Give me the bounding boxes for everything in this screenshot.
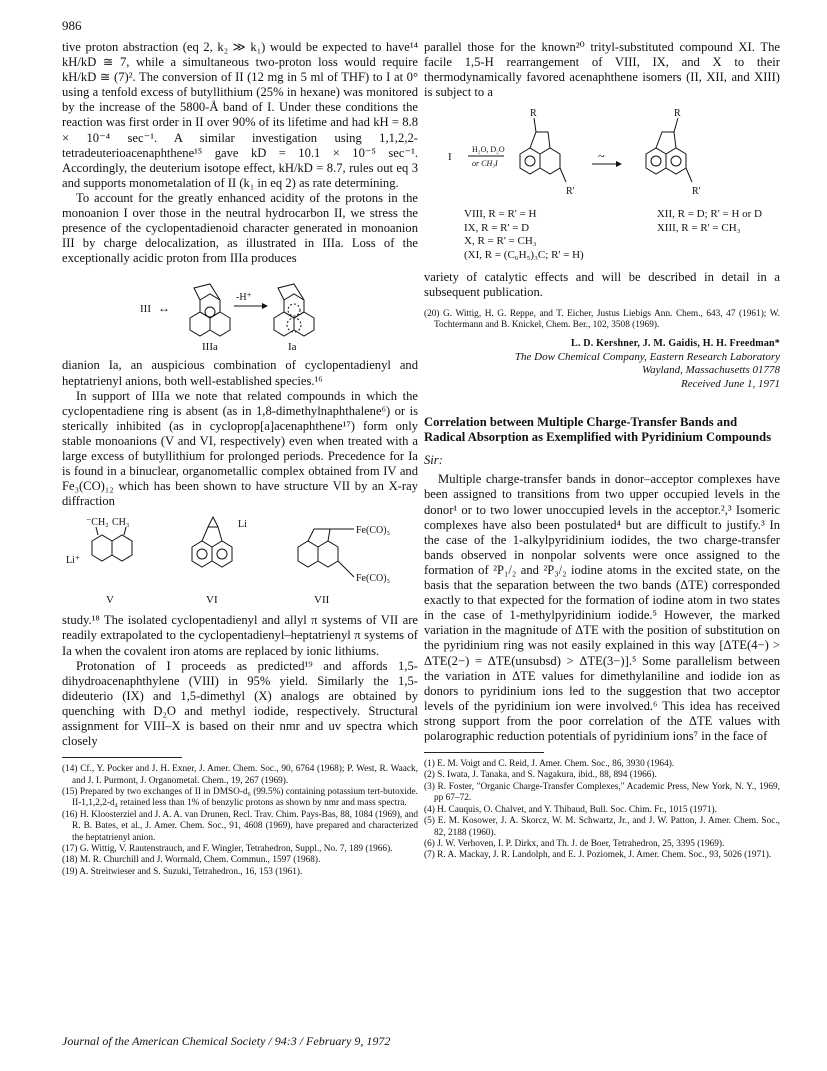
svg-text:↔: ↔ xyxy=(158,301,170,316)
footnote: (16) H. Kloosterziel and J. A. A. van Drunen, Recl. Trav. Chim. Pays-Bas, 88, 1084 (1969), and R. B. Bates, et al., J. Amer. Chem. Soc., 91, 4608 (1969), have prepared and characterized the heptatrienyl anion. xyxy=(62,809,418,843)
right-paragraph-2: variety of catalytic effects and will be described in detail in a subsequent publication. xyxy=(424,270,780,300)
scheme-iiia-ia xyxy=(62,270,418,354)
left-paragraph-3: dianion Ia, an auspicious combination of cyclopentadienyl and heptatrienyl anions, both well-established species.¹⁶ xyxy=(62,358,418,388)
label-ch3: CH₃ xyxy=(112,517,130,529)
label-li: Li xyxy=(238,519,247,531)
journal-footer: Journal of the American Chemical Society / 94:3 / February 9, 1972 xyxy=(62,1034,391,1048)
label-r-left: R xyxy=(530,108,537,120)
label-rprime-right: R' xyxy=(692,186,701,198)
structure-xii xyxy=(646,118,692,182)
left-paragraph-4: In support of IIIa we note that related compounds in which the cyclopentadiene ring is absent (as in 1,8-dimethylnaphthalene⁶) or is sterically inhibited (as in cycloprop[a]acenaphthene¹⁷) form only stable monoanions (V and VI, respectively) even when treated with a large excess of butyllithium for prolonged periods. Precedence for Ia is found in a binuclear, organometallic complex obtained from IV and Fe₃(CO)₁₂ which has been shown to have structure VII by an X-ray diffraction xyxy=(62,388,418,509)
footnote: (2) S. Iwata, J. Tanaka, and S. Nagakura, ibid., 88, 894 (1966). xyxy=(424,770,657,781)
label-fe-co-2: Fe(CO)₃ xyxy=(356,573,391,585)
footnote: (14) Cf., Y. Pocker and J. H. Exner, J. Amer. Chem. Soc., 90, 6764 (1968); P. West, R. Waack, and J. I. Purmont, J. Organometal. Chem., 19, 267 (1969). xyxy=(62,764,418,786)
label-li-plus: Li⁺ xyxy=(66,555,81,567)
structure-iiia xyxy=(190,284,230,336)
label-ch2: ⁻CH₂ xyxy=(86,517,109,529)
label-vii: VII xyxy=(314,594,330,607)
right-footnote-20 xyxy=(424,309,780,332)
scheme-label-iiia: IIIa xyxy=(202,341,218,354)
article-title: Correlation between Multiple Charge-Transfer Bands and Radical Absorption as Exemplified with Pyridinium Compounds xyxy=(424,415,772,445)
label-rprime-left: R' xyxy=(566,186,575,198)
left-paragraph-6: Protonation of I proceeds as predicted¹⁹ and affords 1,5-dihydroacenaphthylene (VIII) in 95% yield. Similarly the 1,5-dideuterio (IX) and 1,5-dimethyl (X) analogs are obtained by quenching with D₂O and methyl iodide, respectively. Structural assignment for VIII–X is based on their nmr and uv spectra which closely xyxy=(62,658,418,749)
left-column xyxy=(62,40,418,878)
footnote: (15) Prepared by two exchanges of II in DMSO-d₆ (99.5%) containing potassium tert-butoxide. II-1,1,2,2-d₄ retained less than 1% of benzylic protons as shown by nmr and mass spectra. xyxy=(62,787,418,809)
affiliation-line-2: Wayland, Massachusetts 01778 xyxy=(641,364,780,377)
right-paragraph-1: parallel those for the known²⁰ trityl-substituted compound XI. The facile 1,5-H rearrangement of VIII, IX, and X to their thermodynamically favored acenaphthene isomers (II, XII, and XIII) is subject to a xyxy=(424,40,780,100)
scheme-v-vi-vii xyxy=(62,513,418,609)
structure-viii xyxy=(520,118,566,182)
footnote: (18) M. R. Churchill and J. Wormald, Chem. Commun., 1597 (1968). xyxy=(62,855,321,866)
compound-labels-left: VIII, R = R' = H IX, R = R' = D X, R = R' = CH₃ (XI, R = (C₆H₅)₃C; R' = H) xyxy=(464,208,584,261)
label-vi: VI xyxy=(206,594,218,607)
signature-block xyxy=(424,337,780,391)
right-footnotes xyxy=(424,752,780,862)
structure-vi xyxy=(192,517,232,567)
authors: L. D. Kershner, J. M. Gaidis, H. H. Freedman* xyxy=(571,338,780,350)
received-date: Received June 1, 1971 xyxy=(681,377,780,390)
footnote: (1) E. M. Voigt and C. Reid, J. Amer. Chem. Soc., 86, 3930 (1964). xyxy=(424,759,675,770)
scheme-label-i: I xyxy=(448,151,452,164)
footnote: (20) G. Wittig, H. G. Reppe, and T. Eicher, Justus Liebigs Ann. Chem., 643, 47 (1961); W. Tochtermann and B. Knickel, Chem. Ber., 102, 3508 (1969). xyxy=(424,308,780,330)
footnote: (6) J. W. Verhoven, I. P. Dirkx, and Th. J. de Boer, Tetrahedron, 25, 3395 (1969). xyxy=(424,838,725,849)
reagent-line-2: or CH₃I xyxy=(472,159,498,169)
affiliation-line-1: The Dow Chemical Company, Eastern Research Laboratory xyxy=(514,350,780,363)
salutation: Sir: xyxy=(424,453,443,468)
right-column xyxy=(424,40,780,862)
label-fe-co-1: Fe(CO)₃ xyxy=(356,525,391,537)
footnote: (17) G. Wittig, V. Rautenstrauch, and F. Wingler, Tetrahedron, Suppl., No. 7, 189 (1966). xyxy=(62,844,393,855)
page-number: 986 xyxy=(62,18,82,33)
label-v: V xyxy=(106,594,114,607)
structure-vii xyxy=(298,529,354,577)
left-paragraph-5: study.¹⁸ The isolated cyclopentadienyl and allyl π systems of VII are readily extrapolated to the cyclopentadienyl–heptatrienyl π systems of Ia when the covalent iron atoms are replaced by ionic lithiums. xyxy=(62,613,418,658)
structure-ia xyxy=(274,284,314,336)
compound-labels xyxy=(424,208,780,262)
footnote: (4) H. Cauquis, O. Chalvet, and Y. Thibaud, Bull. Soc. Chim. Fr., 1015 (1971). xyxy=(424,804,717,815)
svg-text:~: ~ xyxy=(598,149,605,164)
right-paragraph-3: Multiple charge-transfer bands in donor–acceptor complexes have been assigned to transitions from two upper occupied levels in the donor¹ or to two lower unoccupied levels in the acceptor.²,³ Isomeric complexes have also been postulated⁴ but are difficult to justify.³ In the case of the 1-alkylpyridinium iodides, the two charge-transfer bands observed in nonpolar solvents were once assigned to the formation of ²P₁/₂ and ²P₃/₂ iodine atoms in the excited state, on the basis that the separation between the two bands (ΔTE) corresponded exactly to that expected for the formation of iodine atom in two states in the case of 1-methylpyridinium iodide.⁵ However, the marked variation in the magnitude of ΔTE with the position of substitution on the pyridinium ring was not easily explained in this way [ΔTE(4−) > ΔTE(2−) = ΔTE(unsubsd) > ΔTE(3−)].⁵ Some parallelism between the variation in ΔTE values for dimethylaniline and iodide ion as donors to pyridinium ions led to the suggestion that two acceptor levels of the pyridinium ion were involved.⁶ This idea has received strong support from the poor correlation of the ΔTE values with polarographic reduction potentials of pyridinium ions⁷ in the face of xyxy=(424,472,780,743)
footnote: (19) A. Streitwieser and S. Suzuki, Tetrahedron., 16, 153 (1961). xyxy=(62,866,303,877)
scheme-arrow-label: -H⁺ xyxy=(236,292,252,304)
left-paragraph-1: tive proton abstraction (eq 2, k₂ ≫ k₁) would be expected to have¹⁴ kH/kD ≅ 7, while a simultaneous two-proton loss would require kH/kD ≅ (7)². The conversion of II (12 mg in 5 ml of THF) to I at 0° using a tenfold excess of butyllithium (25% in hexane) was monitored by the increase of the 5800-Å band of I. Under these conditions the reaction was first order in II over 90% of its lifetime and had kH = 8.8 × 10⁻⁴ sec⁻¹. A similar investigation using 1,1,2,2-tetradeuterioacenaphthene¹⁵ gave kD = 10.1 × 10⁻⁵ sec⁻¹. Accordingly, the deuterium isotope effect, kH/kD = 8.7, rules out eq 3 and supports monometalation of II (k₁ in eq 2) as rate determining. xyxy=(62,40,418,190)
structure-v xyxy=(92,527,132,561)
compound-labels-right: XII, R = D; R' = H or D XIII, R = R' = CH₃ xyxy=(656,208,762,234)
left-paragraph-2: To account for the greatly enhanced acidity of the protons in the monoanion I over those in the neutral hydrocarbon II, we stress the presence of the cyclopentadienoid character generated in monoanion III by charge delocalization, as illustrated in IIIa. Loss of the exceptionally acidic proton from IIIa produces xyxy=(62,190,418,266)
reagent-line-1: H₂O, D₂O xyxy=(472,145,505,155)
footnote: (7) R. A. Mackay, J. R. Landolph, and E. J. Poziomek, J. Amer. Chem. Soc., 93, 5026 (1971). xyxy=(424,850,772,861)
scheme-rearrangement xyxy=(424,104,780,204)
footnote: (5) E. M. Kosower, J. A. Skorcz, W. M. Schwartz, Jr., and J. W. Patton, J. Amer. Chem. Soc., 82, 2188 (1960). xyxy=(424,816,780,838)
label-r-right: R xyxy=(674,108,681,120)
footnote: (3) R. Foster, "Organic Charge-Transfer Complexes," Academic Press, New York, N. Y., 1969, pp 67–72. xyxy=(424,781,780,804)
scheme-label-ia: Ia xyxy=(288,341,297,354)
scheme-label-iii: III xyxy=(140,303,151,316)
left-footnotes xyxy=(62,757,418,878)
